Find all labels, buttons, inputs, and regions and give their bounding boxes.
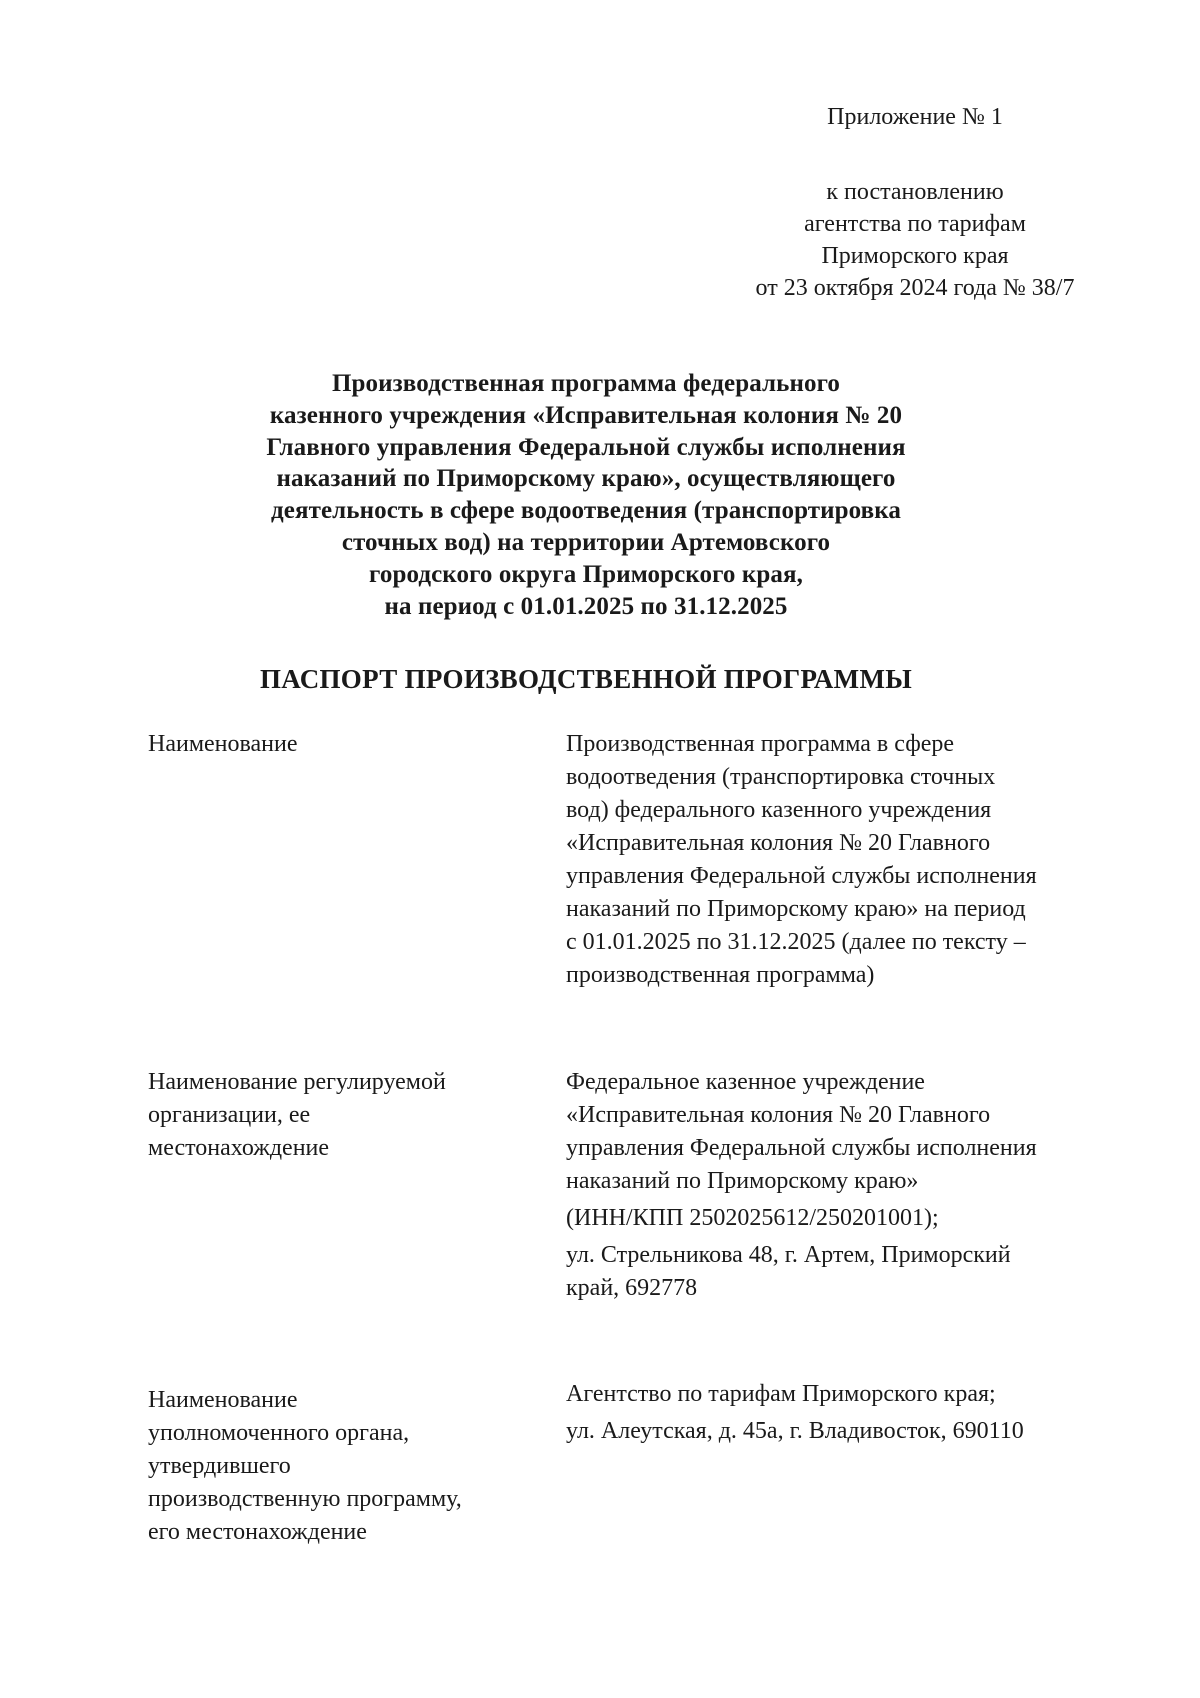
- value-line: наказаний по Приморскому краю»: [566, 1168, 919, 1194]
- passport-heading: ПАСПОРТ ПРОИЗВОДСТВЕННОЙ ПРОГРАММЫ: [259, 664, 913, 694]
- value-line: управления Федеральной службы исполнения: [566, 863, 1037, 889]
- appendix-line-4: от 23 октября 2024 года № 38/7: [755, 275, 1075, 301]
- value-line: Агентство по тарифам Приморского края;: [566, 1381, 996, 1407]
- title-line: наказаний по Приморскому краю», осуществляющего: [276, 465, 896, 493]
- value-line: (ИНН/КПП 2502025612/250201001);: [566, 1205, 939, 1231]
- passport-row-label: [148, 1066, 528, 1165]
- label-line: уполномоченного органа,: [148, 1420, 410, 1446]
- label-line: Наименование регулируемой: [148, 1069, 446, 1095]
- document-title: [0, 368, 1200, 622]
- appendix-line-1: к постановлению: [826, 179, 1004, 205]
- passport-row-value: [566, 1378, 1141, 1448]
- value-line: вод) федерального казенного учреждения: [566, 797, 992, 823]
- title-line: Производственная программа федерального: [331, 370, 841, 397]
- title-line: Главного управления Федеральной службы исполнения: [266, 433, 906, 461]
- value-line: ул. Алеутская, д. 45а, г. Владивосток, 690110: [566, 1418, 1024, 1444]
- label-line: местонахождение: [148, 1135, 330, 1161]
- value-line: производственная программа): [566, 962, 875, 988]
- value-line: водоотведения (транспортировка сточных: [566, 764, 996, 790]
- title-line: деятельность в сфере водоотведения (транспортировка: [271, 497, 901, 525]
- label-line: Наименование: [148, 731, 298, 757]
- label-line: производственную программу,: [148, 1486, 462, 1512]
- value-line: ул. Стрельникова 48, г. Артем, Приморский: [566, 1242, 1011, 1268]
- value-line: с 01.01.2025 по 31.12.2025 (далее по тексту –: [566, 929, 1026, 955]
- value-line: «Исправительная колония № 20 Главного: [566, 1102, 991, 1128]
- appendix-line-2: агентства по тарифам: [804, 211, 1026, 237]
- value-line: наказаний по Приморскому краю» на период: [566, 896, 1026, 922]
- title-line: городского округа Приморского края,: [369, 560, 803, 588]
- passport-row-value: [566, 1066, 1141, 1305]
- title-line: на период с 01.01.2025 по 31.12.2025: [384, 592, 788, 620]
- passport-row-label: [148, 728, 528, 761]
- value-line: Федеральное казенное учреждение: [566, 1069, 925, 1095]
- value-line: «Исправительная колония № 20 Главного: [566, 830, 991, 856]
- label-line: его местонахождение: [148, 1519, 367, 1545]
- title-line: сточных вод) на территории Артемовского: [341, 528, 831, 556]
- passport-row-label: [148, 1384, 528, 1549]
- appendix-line-3: Приморского края: [821, 243, 1009, 269]
- value-line: Производственная программа в сфере: [566, 731, 955, 757]
- label-line: утвердившего: [148, 1453, 291, 1479]
- value-line: управления Федеральной службы исполнения: [566, 1135, 1037, 1161]
- label-line: организации, ее: [148, 1102, 311, 1128]
- value-line: край, 692778: [566, 1275, 698, 1301]
- passport-row-value: [566, 728, 1141, 992]
- appendix-number: Приложение № 1: [827, 104, 1003, 130]
- title-line: казенного учреждения «Исправительная колония № 20: [269, 401, 903, 429]
- label-line: Наименование: [148, 1387, 298, 1413]
